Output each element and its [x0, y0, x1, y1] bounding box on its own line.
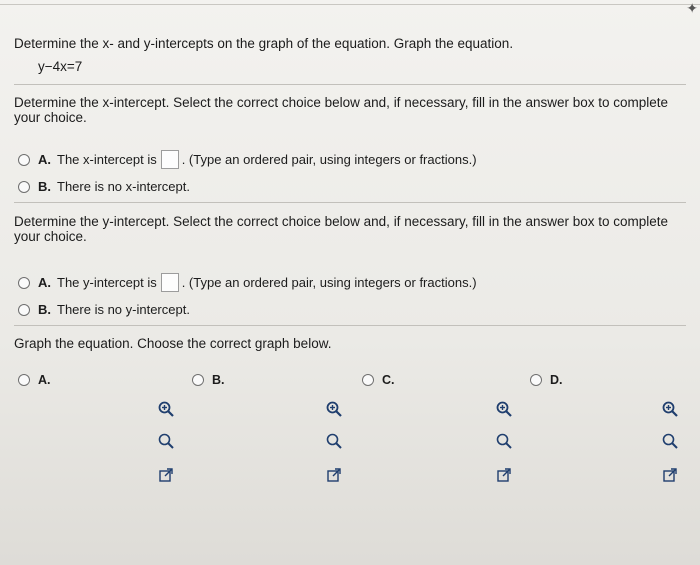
- zoom-out-icon[interactable]: [323, 430, 345, 452]
- x-intercept-radio-b[interactable]: [18, 181, 30, 193]
- y-intercept-answer-box[interactable]: [161, 273, 179, 292]
- graph-c[interactable]: [380, 394, 492, 504]
- top-divider: [0, 4, 700, 5]
- graph-choice-b[interactable]: [192, 373, 231, 387]
- graph-d-svg: [548, 394, 660, 504]
- equation: y−4x=7: [38, 59, 83, 74]
- zoom-out-icon[interactable]: [659, 430, 681, 452]
- corner-star-icon[interactable]: ✦: [686, 0, 698, 16]
- choice-letter: A.: [38, 275, 51, 290]
- zoom-in-icon[interactable]: [493, 398, 515, 420]
- divider: [14, 84, 686, 85]
- y-intercept-radio-b[interactable]: [18, 304, 30, 316]
- graph-d[interactable]: [548, 394, 660, 504]
- choice-prefix: The x-intercept is: [57, 152, 157, 167]
- choice-letter: C.: [382, 373, 395, 387]
- y-intercept-prompt: Determine the y-intercept. Select the correct choice below and, if necessary, fill in the answer box to complete your choice.: [14, 214, 669, 244]
- graph-b-svg: [212, 394, 324, 504]
- choice-letter: A.: [38, 152, 51, 167]
- choice-letter: B.: [38, 179, 51, 194]
- zoom-in-icon[interactable]: [659, 398, 681, 420]
- zoom-out-icon[interactable]: [155, 430, 177, 452]
- x-intercept-answer-box[interactable]: [161, 150, 179, 169]
- graph-radio-b[interactable]: [192, 374, 204, 386]
- choice-letter: B.: [212, 373, 225, 387]
- graph-choice-c[interactable]: [362, 373, 401, 387]
- y-intercept-radio-a[interactable]: [18, 277, 30, 289]
- choice-letter: A.: [38, 373, 51, 387]
- popout-icon[interactable]: [493, 464, 515, 486]
- popout-icon[interactable]: [323, 464, 345, 486]
- divider: [14, 325, 686, 326]
- graph-a-svg: [40, 394, 152, 504]
- choice-letter: B.: [38, 302, 51, 317]
- x-intercept-choice-a[interactable]: [18, 150, 477, 169]
- graph-radio-c[interactable]: [362, 374, 374, 386]
- graph-prompt: Graph the equation. Choose the correct graph below.: [14, 336, 332, 351]
- graph-c-svg: [380, 394, 492, 504]
- zoom-in-icon[interactable]: [323, 398, 345, 420]
- graph-choice-a[interactable]: [18, 373, 57, 387]
- graph-b[interactable]: [212, 394, 324, 504]
- zoom-in-icon[interactable]: [155, 398, 177, 420]
- zoom-out-icon[interactable]: [493, 430, 515, 452]
- divider: [14, 202, 686, 203]
- choice-text: There is no y-intercept.: [57, 302, 190, 317]
- choice-text: There is no x-intercept.: [57, 179, 190, 194]
- x-intercept-choice-b[interactable]: [18, 179, 190, 194]
- choice-suffix: . (Type an ordered pair, using integers or fractions.): [181, 275, 477, 290]
- graph-a[interactable]: [40, 394, 152, 504]
- x-intercept-prompt: Determine the x-intercept. Select the correct choice below and, if necessary, fill in the answer box to complete your choice.: [14, 95, 669, 125]
- graph-radio-a[interactable]: [18, 374, 30, 386]
- choice-suffix: . (Type an ordered pair, using integers or fractions.): [181, 152, 477, 167]
- popout-icon[interactable]: [155, 464, 177, 486]
- graph-radio-d[interactable]: [530, 374, 542, 386]
- popout-icon[interactable]: [659, 464, 681, 486]
- y-intercept-choice-a[interactable]: [18, 273, 477, 292]
- choice-prefix: The y-intercept is: [57, 275, 157, 290]
- graph-choice-d[interactable]: [530, 373, 569, 387]
- question-title: Determine the x- and y-intercepts on the graph of the equation. Graph the equation.: [14, 36, 514, 51]
- y-intercept-choice-b[interactable]: [18, 302, 190, 317]
- x-intercept-radio-a[interactable]: [18, 154, 30, 166]
- choice-letter: D.: [550, 373, 563, 387]
